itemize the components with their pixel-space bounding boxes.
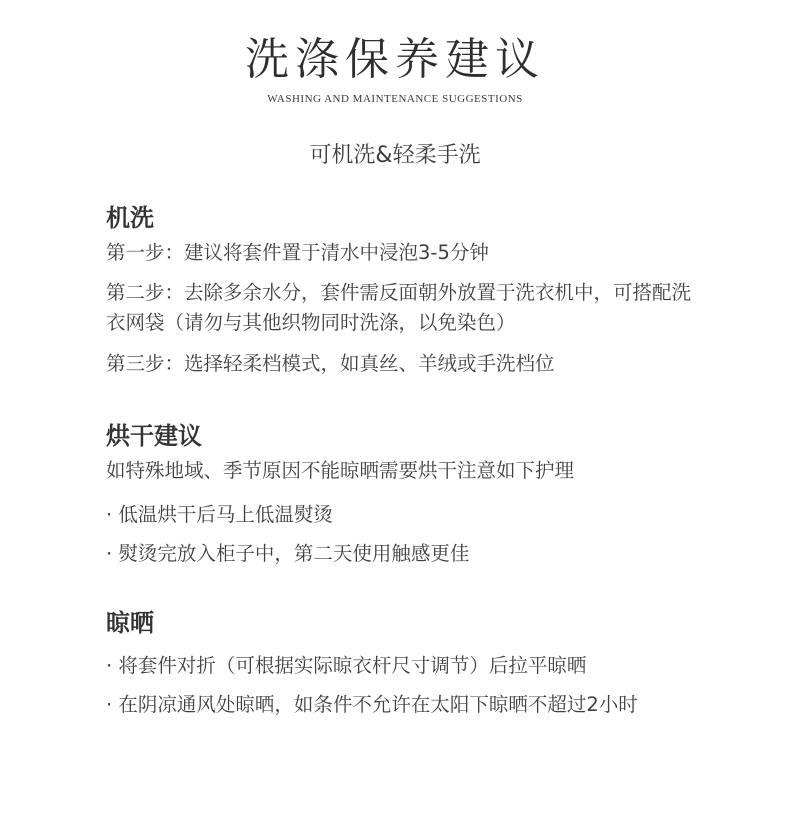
machine-wash-step-2: 第二步：去除多余水分，套件需反面朝外放置于洗衣机中，可搭配洗衣网袋（请勿与其他织物同时洗涤，以免染色）: [106, 281, 692, 334]
drying-intro: 如特殊地域、季节原因不能晾晒需要烘干注意如下护理: [106, 459, 575, 482]
drying-heading: 烘干建议: [106, 422, 202, 450]
machine-wash-heading: 机洗: [106, 204, 154, 232]
air-drying-tip-2: · 在阴凉通风处晾晒，如条件不允许在太阳下晾晒不超过2小时: [106, 693, 638, 716]
page-title: 洗涤保养建议: [245, 34, 545, 85]
page-subtitle-english: WASHING AND MAINTENANCE SUGGESTIONS: [267, 93, 523, 105]
air-drying-tip-1: · 将套件对折（可根据实际晾衣杆尺寸调节）后拉平晾晒: [106, 654, 587, 677]
drying-tip-1: · 低温烘干后马上低温熨烫: [106, 503, 333, 526]
machine-wash-step-3: 第三步：选择轻柔档模式，如真丝、羊绒或手洗档位: [106, 352, 555, 375]
wash-mode-label: 可机洗&轻柔手洗: [309, 143, 481, 168]
machine-wash-step-1: 第一步：建议将套件置于清水中浸泡3-5分钟: [106, 241, 489, 264]
air-drying-heading: 晾晒: [106, 609, 154, 637]
drying-tip-2: · 熨烫完放入柜子中，第二天使用触感更佳: [106, 542, 470, 565]
